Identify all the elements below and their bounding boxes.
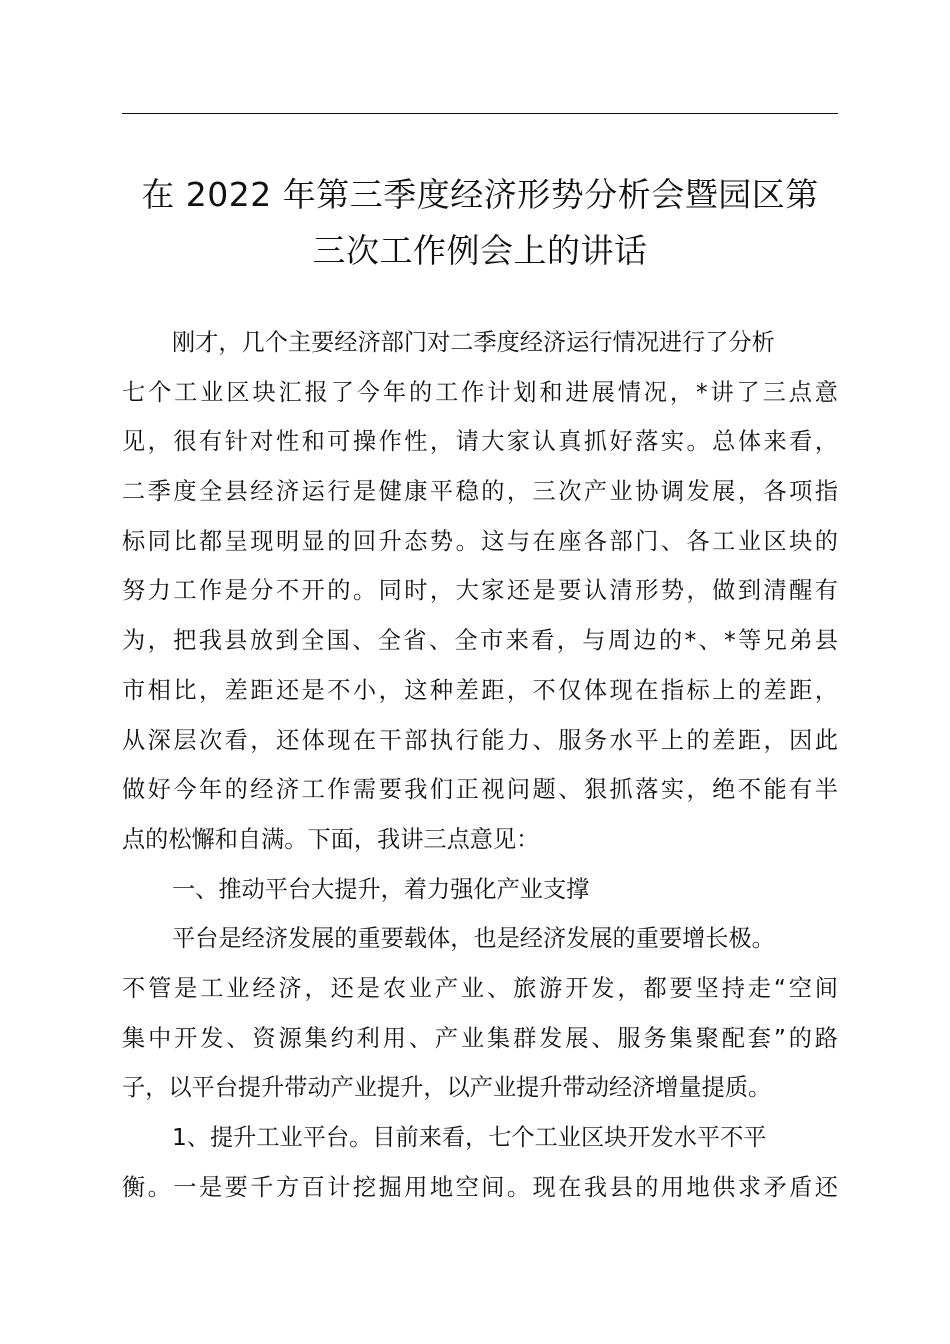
header-rule (122, 113, 838, 114)
paragraph-line: 做好今年的经济工作需要我们正视问题、狠抓落实，绝不能有半 (122, 776, 838, 804)
paragraph-line: 二季度全县经济运行是健康平稳的，三次产业协调发展，各项指 (122, 478, 838, 506)
section-heading: 一、推动平台大提升，着力强化产业支撑 (172, 875, 590, 903)
paragraph-line: 为，把我县放到全国、全省、全市来看，与周边的*、*等兄弟县 (122, 627, 838, 655)
paragraph-line: 七个工业区块汇报了今年的工作计划和进展情况，*讲了三点意 (122, 378, 838, 406)
paragraph-line: 集中开发、资源集约利用、产业集群发展、服务集聚配套”的路 (122, 1024, 838, 1052)
paragraph-line: 1、提升工业平台。目前来看，七个工业区块开发水平不平 (172, 1124, 767, 1151)
paragraph-line: 不管是工业经济，还是农业产业、旅游开发，都要坚持走“空间 (122, 974, 838, 1002)
paragraph-line: 标同比都呈现明显的回升态势。这与在座各部门、各工业区块的 (122, 527, 838, 555)
paragraph-line: 见，很有针对性和可操作性，请大家认真抓好落实。总体来看， (122, 428, 838, 456)
paragraph-line: 刚才，几个主要经济部门对二季度经济运行情况进行了分析 (172, 329, 775, 356)
paragraph-line: 子，以平台提升带动产业提升，以产业提升带动经济增量提质。 (122, 1074, 772, 1102)
paragraph-line: 从深层次看，还体现在干部执行能力、服务水平上的差距，因此 (122, 726, 838, 754)
paragraph-line: 衡。一是要千方百计挖掘用地空间。现在我县的用地供求矛盾还 (122, 1173, 838, 1201)
paragraph-line: 努力工作是分不开的。同时，大家还是要认清形势，做到清醒有 (122, 577, 838, 605)
paragraph-line: 点的松懈和自满。下面，我讲三点意见： (122, 825, 540, 853)
paragraph-line: 市相比，差距还是不小，这种差距，不仅体现在指标上的差距， (122, 676, 838, 704)
title-line: 三次工作例会上的讲话 (312, 231, 648, 270)
document-title (112, 167, 848, 279)
document-body (122, 318, 838, 1212)
paragraph-line: 平台是经济发展的重要载体，也是经济发展的重要增长极。 (172, 925, 775, 953)
title-line: 在 2022 年第三季度经济形势分析会暨园区第 (141, 175, 819, 214)
